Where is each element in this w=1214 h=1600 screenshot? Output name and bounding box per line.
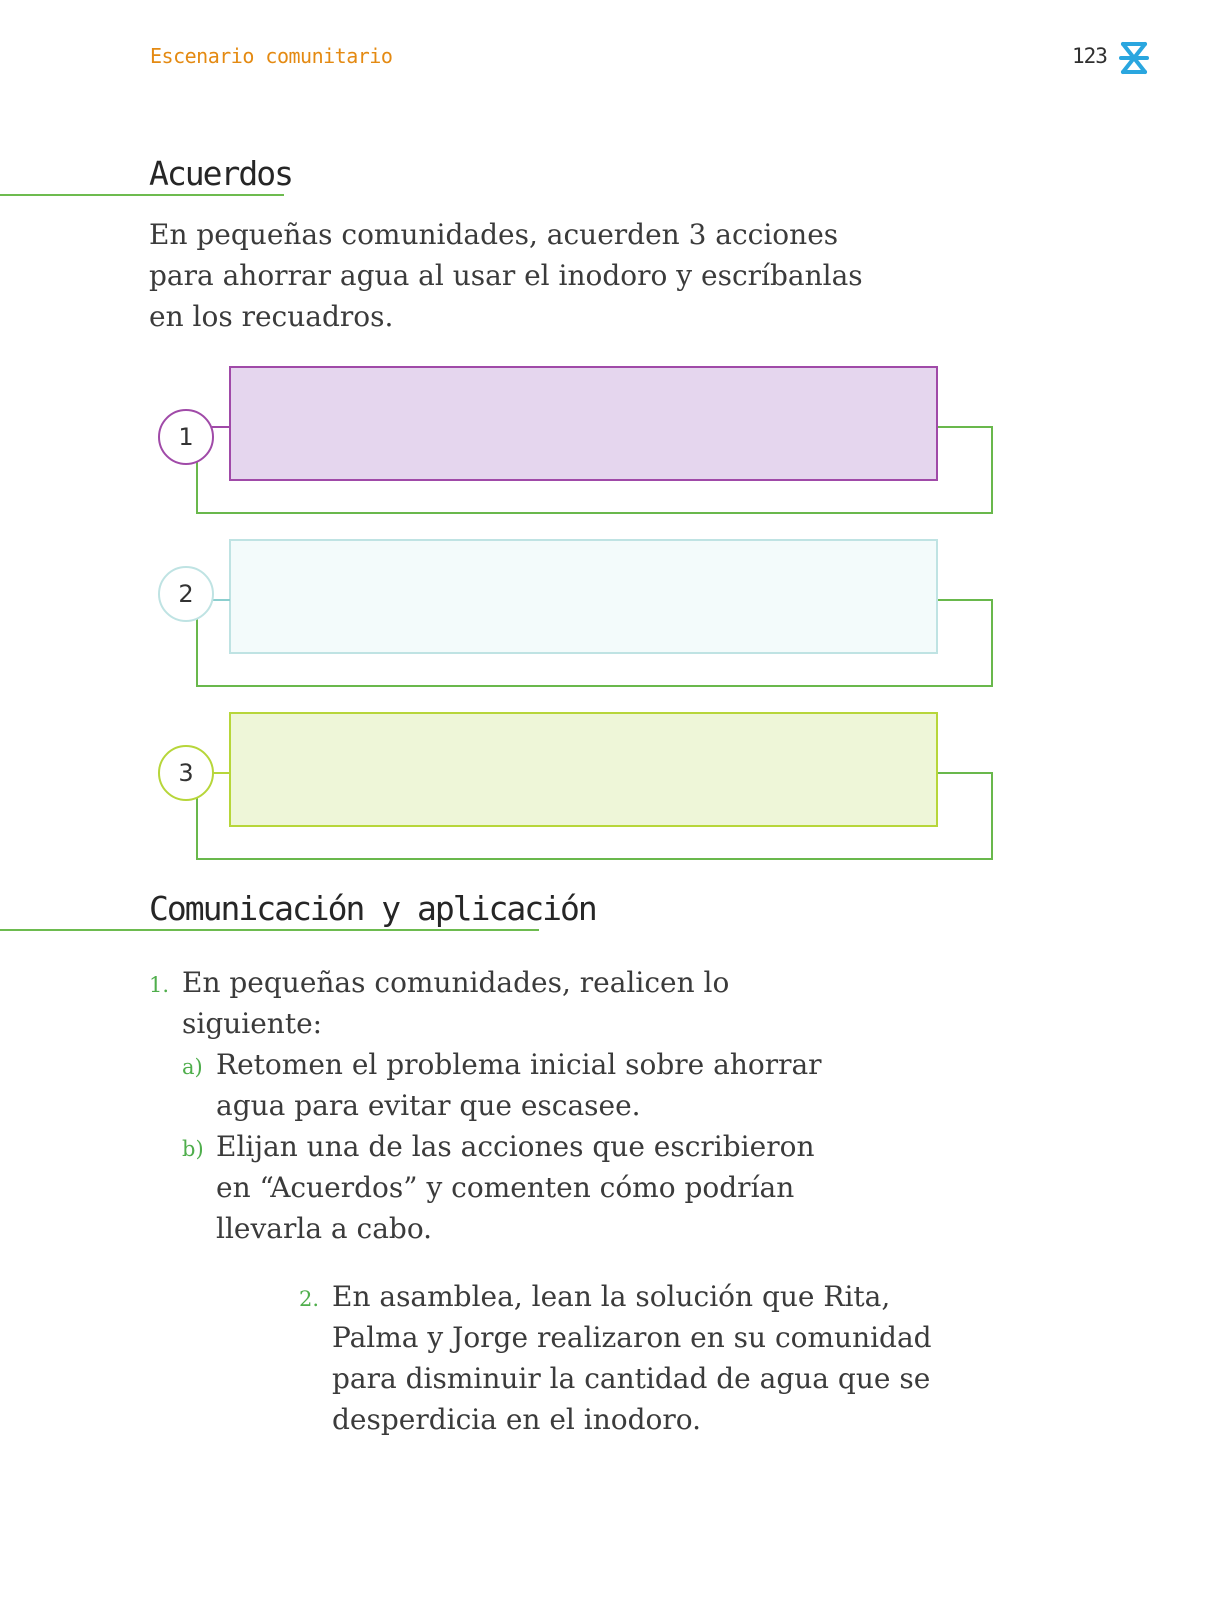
number-badge-1: 1 [158, 409, 214, 465]
number-badge-2: 2 [158, 566, 214, 622]
section-title-acuerdos: Acuerdos [149, 154, 292, 193]
section-title-comunicacion: Comunicación y aplicación [149, 889, 596, 928]
list-marker: 2. [299, 1287, 320, 1311]
item-line: agua para evitar que escasee. [216, 1089, 641, 1122]
sub-item-b [216, 1126, 996, 1249]
knot-icon [1118, 40, 1150, 76]
item-line: Retomen el problema inicial sobre ahorrar [216, 1048, 822, 1081]
number-badge-3: 3 [158, 745, 214, 801]
acuerdos-instructions [149, 214, 969, 337]
instruction-line: en los recuadros. [149, 300, 394, 333]
sub-marker: b) [182, 1137, 204, 1161]
instruction-line: para ahorrar agua al usar el inodoro y escríbanlas [149, 259, 863, 292]
item-line: En pequeñas comunidades, realicen lo [182, 966, 730, 999]
item-line: Palma y Jorge realizaron en su comunidad [332, 1321, 932, 1354]
list-item-1 [182, 962, 982, 1044]
item-line: en “Acuerdos” y comenten cómo podrían [216, 1171, 795, 1204]
item-line: llevarla a cabo. [216, 1212, 433, 1245]
item-line: En asamblea, lean la solución que Rita, [332, 1280, 891, 1313]
page-number: 123 [1072, 44, 1107, 68]
item-line: siguiente: [182, 1007, 323, 1040]
agreement-box-2[interactable] [229, 539, 938, 654]
item-line: Elijan una de las acciones que escribieron [216, 1130, 815, 1163]
item-line: para disminuir la cantidad de agua que se [332, 1362, 931, 1395]
sub-marker: a) [182, 1055, 203, 1079]
sub-item-a [216, 1044, 996, 1126]
running-head: Escenario comunitario [150, 44, 393, 68]
section-rule [0, 929, 539, 931]
item-line: desperdicia en el inodoro. [332, 1403, 702, 1436]
agreement-box-3[interactable] [229, 712, 938, 827]
list-marker: 1. [149, 973, 170, 997]
list-item-2 [332, 1276, 1192, 1440]
instruction-line: En pequeñas comunidades, acuerden 3 acciones [149, 218, 839, 251]
section-rule [0, 194, 284, 196]
agreement-box-1[interactable] [229, 366, 938, 481]
